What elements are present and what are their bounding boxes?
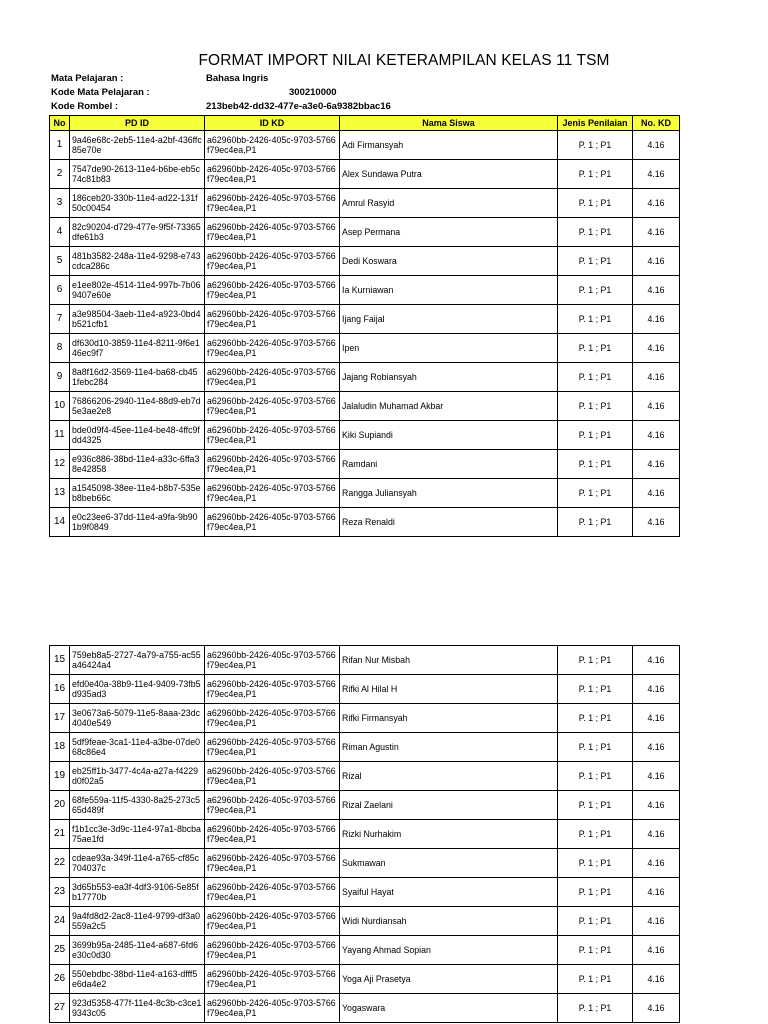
cell-pd-id: 481b3582-248a-11e4-9298-e743cdca286c [70,247,205,276]
cell-pd-id: 186ceb20-330b-11e4-ad22-131f50c00454 [70,189,205,218]
cell-no-kd: 4.16 [633,160,680,189]
cell-no: 1 [50,131,70,160]
table-row [50,733,680,762]
table-row [50,305,680,334]
cell-nama-siswa: Ia Kurniawan [340,276,558,305]
cell-no-kd: 4.16 [633,218,680,247]
cell-no: 2 [50,160,70,189]
cell-id-kd: a62960bb-2426-405c-9703-5766f79ec4ea,P1 [205,646,340,675]
cell-no: 4 [50,218,70,247]
cell-jenis-penilaian: P. 1 ; P1 [558,936,633,965]
cell-id-kd: a62960bb-2426-405c-9703-5766f79ec4ea,P1 [205,791,340,820]
kode-mapel-label: Kode Mata Pelajaran : [51,87,150,98]
cell-pd-id: 82c90204-d729-477e-9f5f-73365dfe61b3 [70,218,205,247]
cell-nama-siswa: Amrul Rasyid [340,189,558,218]
cell-nama-siswa: Jajang Robiansyah [340,363,558,392]
cell-id-kd: a62960bb-2426-405c-9703-5766f79ec4ea,P1 [205,305,340,334]
cell-id-kd: a62960bb-2426-405c-9703-5766f79ec4ea,P1 [205,704,340,733]
table-row [50,276,680,305]
cell-no-kd: 4.16 [633,334,680,363]
cell-no-kd: 4.16 [633,675,680,704]
cell-id-kd: a62960bb-2426-405c-9703-5766f79ec4ea,P1 [205,218,340,247]
cell-no-kd: 4.16 [633,276,680,305]
cell-nama-siswa: Reza Renaldi [340,508,558,537]
cell-nama-siswa: Dedi Koswara [340,247,558,276]
table-row [50,907,680,936]
cell-pd-id: 3e0673a6-5079-11e5-8aaa-23dc4040e549 [70,704,205,733]
cell-jenis-penilaian: P. 1 ; P1 [558,907,633,936]
table-row [50,160,680,189]
cell-no-kd: 4.16 [633,849,680,878]
cell-id-kd: a62960bb-2426-405c-9703-5766f79ec4ea,P1 [205,849,340,878]
cell-jenis-penilaian: P. 1 ; P1 [558,965,633,994]
cell-jenis-penilaian: P. 1 ; P1 [558,247,633,276]
cell-nama-siswa: Yoga Aji Prasetya [340,965,558,994]
cell-pd-id: 923d5358-477f-11e4-8c3b-c3ce19343c05 [70,994,205,1023]
page-title: FORMAT IMPORT NILAI KETERAMPILAN KELAS 11 TSM [198,52,610,69]
cell-pd-id: 550ebdbc-38bd-11e4-a163-dfff5e6da4e2 [70,965,205,994]
cell-id-kd: a62960bb-2426-405c-9703-5766f79ec4ea,P1 [205,131,340,160]
cell-nama-siswa: Syaiful Hayat [340,878,558,907]
table-row [50,421,680,450]
table-row [50,820,680,849]
cell-id-kd: a62960bb-2426-405c-9703-5766f79ec4ea,P1 [205,675,340,704]
cell-no: 21 [50,820,70,849]
cell-jenis-penilaian: P. 1 ; P1 [558,276,633,305]
cell-pd-id: a1545098-38ee-11e4-b8b7-535eb8beb66c [70,479,205,508]
cell-pd-id: 68fe559a-11f5-4330-8a25-273c565d489f [70,791,205,820]
cell-no: 6 [50,276,70,305]
cell-nama-siswa: Rifan Nur Misbah [340,646,558,675]
cell-no: 17 [50,704,70,733]
cell-id-kd: a62960bb-2426-405c-9703-5766f79ec4ea,P1 [205,392,340,421]
cell-pd-id: e936c886-38bd-11e4-a33c-6ffa38e42858 [70,450,205,479]
cell-jenis-penilaian: P. 1 ; P1 [558,508,633,537]
cell-jenis-penilaian: P. 1 ; P1 [558,392,633,421]
cell-no: 5 [50,247,70,276]
header-jenis-penilaian: Jenis Penilaian [558,116,633,131]
cell-id-kd: a62960bb-2426-405c-9703-5766f79ec4ea,P1 [205,820,340,849]
cell-id-kd: a62960bb-2426-405c-9703-5766f79ec4ea,P1 [205,762,340,791]
cell-pd-id: cdeae93a-349f-11e4-a765-cf85c704037c [70,849,205,878]
table-row [50,334,680,363]
meta-block [51,73,451,119]
cell-jenis-penilaian: P. 1 ; P1 [558,994,633,1023]
cell-no: 27 [50,994,70,1023]
kode-mapel-value: 300210000 [289,87,337,98]
cell-no: 10 [50,392,70,421]
table-row [50,675,680,704]
kode-rombel-value: 213beb42-dd32-477e-a3e0-6a9382bbac16 [206,101,391,112]
cell-pd-id: eb25ff1b-3477-4c4a-a27a-f4229d0f02a5 [70,762,205,791]
cell-pd-id: 76866206-2940-11e4-88d9-eb7d5e3ae2e8 [70,392,205,421]
mapel-value: Bahasa Ingris [206,73,269,84]
cell-id-kd: a62960bb-2426-405c-9703-5766f79ec4ea,P1 [205,965,340,994]
cell-nama-siswa: Rizal Zaelani [340,791,558,820]
cell-no-kd: 4.16 [633,450,680,479]
kode-rombel-label: Kode Rombel : [51,101,119,112]
cell-jenis-penilaian: P. 1 ; P1 [558,363,633,392]
cell-nama-siswa: Rifki Firmansyah [340,704,558,733]
cell-nama-siswa: Jalaludin Muhamad Akbar [340,392,558,421]
cell-id-kd: a62960bb-2426-405c-9703-5766f79ec4ea,P1 [205,733,340,762]
cell-no-kd: 4.16 [633,646,680,675]
cell-no-kd: 4.16 [633,762,680,791]
cell-no-kd: 4.16 [633,508,680,537]
table-row [50,189,680,218]
cell-pd-id: e0c23ee6-37dd-11e4-a9fa-9b901b9f0849 [70,508,205,537]
table-row [50,392,680,421]
table-row [50,994,680,1023]
header-no-kd: No. KD [633,116,680,131]
cell-no: 18 [50,733,70,762]
cell-nama-siswa: Yogaswara [340,994,558,1023]
cell-jenis-penilaian: P. 1 ; P1 [558,762,633,791]
cell-nama-siswa: Kiki Supiandi [340,421,558,450]
cell-no-kd: 4.16 [633,704,680,733]
cell-nama-siswa: Asep Permana [340,218,558,247]
cell-no-kd: 4.16 [633,820,680,849]
cell-nama-siswa: Riman Agustin [340,733,558,762]
cell-no-kd: 4.16 [633,392,680,421]
cell-id-kd: a62960bb-2426-405c-9703-5766f79ec4ea,P1 [205,994,340,1023]
grade-table-page-2 [49,645,680,1023]
cell-no: 24 [50,907,70,936]
cell-no-kd: 4.16 [633,878,680,907]
cell-pd-id: 3699b95a-2485-11e4-a687-6fd6e30c0d30 [70,936,205,965]
cell-nama-siswa: Rangga Juliansyah [340,479,558,508]
header-nama-siswa: Nama Siswa [340,116,558,131]
cell-pd-id: 5df9feae-3ca1-11e4-a3be-07de068c86e4 [70,733,205,762]
table-row [50,450,680,479]
cell-no-kd: 4.16 [633,131,680,160]
cell-id-kd: a62960bb-2426-405c-9703-5766f79ec4ea,P1 [205,247,340,276]
cell-id-kd: a62960bb-2426-405c-9703-5766f79ec4ea,P1 [205,878,340,907]
header-id-kd: ID KD [205,116,340,131]
cell-no-kd: 4.16 [633,994,680,1023]
cell-no-kd: 4.16 [633,305,680,334]
cell-jenis-penilaian: P. 1 ; P1 [558,421,633,450]
cell-no: 9 [50,363,70,392]
table-row [50,849,680,878]
table-row [50,363,680,392]
cell-jenis-penilaian: P. 1 ; P1 [558,646,633,675]
cell-no-kd: 4.16 [633,965,680,994]
header-pd-id: PD ID [70,116,205,131]
cell-no: 20 [50,791,70,820]
cell-pd-id: 759eb8a5-2727-4a79-a755-ac55a46424a4 [70,646,205,675]
cell-no-kd: 4.16 [633,479,680,508]
mapel-label: Mata Pelajaran : [51,73,124,84]
cell-pd-id: 3d65b553-ea3f-4df3-9106-5e85fb17770b [70,878,205,907]
cell-jenis-penilaian: P. 1 ; P1 [558,305,633,334]
cell-id-kd: a62960bb-2426-405c-9703-5766f79ec4ea,P1 [205,450,340,479]
cell-no-kd: 4.16 [633,189,680,218]
cell-id-kd: a62960bb-2426-405c-9703-5766f79ec4ea,P1 [205,421,340,450]
cell-no: 15 [50,646,70,675]
table-header-row [50,116,680,131]
cell-no: 11 [50,421,70,450]
cell-jenis-penilaian: P. 1 ; P1 [558,849,633,878]
cell-jenis-penilaian: P. 1 ; P1 [558,334,633,363]
table-row [50,131,680,160]
cell-jenis-penilaian: P. 1 ; P1 [558,704,633,733]
cell-id-kd: a62960bb-2426-405c-9703-5766f79ec4ea,P1 [205,276,340,305]
cell-nama-siswa: Ijang Faijal [340,305,558,334]
cell-pd-id: e1ee802e-4514-11e4-997b-7b069407e60e [70,276,205,305]
table-row [50,704,680,733]
cell-pd-id: efd0e40a-38b9-11e4-9409-73fb5d935ad3 [70,675,205,704]
cell-nama-siswa: Widi Nurdiansah [340,907,558,936]
table-row [50,247,680,276]
cell-nama-siswa: Ramdani [340,450,558,479]
cell-jenis-penilaian: P. 1 ; P1 [558,479,633,508]
cell-jenis-penilaian: P. 1 ; P1 [558,791,633,820]
cell-no: 8 [50,334,70,363]
cell-pd-id: df630d10-3859-11e4-8211-9f6e146ec9f7 [70,334,205,363]
cell-nama-siswa: Rifki Al Hilal H [340,675,558,704]
cell-no-kd: 4.16 [633,907,680,936]
grade-table-page-1 [49,115,680,537]
cell-pd-id: 9a4fd8d2-2ac8-11e4-9799-df3a0559a2c5 [70,907,205,936]
cell-id-kd: a62960bb-2426-405c-9703-5766f79ec4ea,P1 [205,189,340,218]
cell-pd-id: 7547de90-2613-11e4-b6be-eb5c74c81b83 [70,160,205,189]
table-row [50,791,680,820]
cell-jenis-penilaian: P. 1 ; P1 [558,675,633,704]
table-row [50,218,680,247]
cell-id-kd: a62960bb-2426-405c-9703-5766f79ec4ea,P1 [205,334,340,363]
cell-nama-siswa: Rizal [340,762,558,791]
cell-no: 3 [50,189,70,218]
cell-no-kd: 4.16 [633,421,680,450]
cell-nama-siswa: Yayang Ahmad Sopian [340,936,558,965]
cell-jenis-penilaian: P. 1 ; P1 [558,160,633,189]
cell-no-kd: 4.16 [633,733,680,762]
cell-jenis-penilaian: P. 1 ; P1 [558,131,633,160]
cell-no-kd: 4.16 [633,791,680,820]
cell-id-kd: a62960bb-2426-405c-9703-5766f79ec4ea,P1 [205,479,340,508]
cell-no: 26 [50,965,70,994]
cell-pd-id: 8a8f16d2-3569-11e4-ba68-cb451febc284 [70,363,205,392]
cell-no-kd: 4.16 [633,247,680,276]
cell-no: 19 [50,762,70,791]
table-row [50,508,680,537]
cell-jenis-penilaian: P. 1 ; P1 [558,450,633,479]
table-row [50,479,680,508]
cell-id-kd: a62960bb-2426-405c-9703-5766f79ec4ea,P1 [205,363,340,392]
cell-jenis-penilaian: P. 1 ; P1 [558,878,633,907]
cell-pd-id: a3e98504-3aeb-11e4-a923-0bd4b521cfb1 [70,305,205,334]
cell-jenis-penilaian: P. 1 ; P1 [558,733,633,762]
cell-no: 23 [50,878,70,907]
header-no: No [50,116,70,131]
cell-pd-id: bde0d9f4-45ee-11e4-be48-4ffc9fdd4325 [70,421,205,450]
table-row [50,878,680,907]
cell-no: 16 [50,675,70,704]
cell-jenis-penilaian: P. 1 ; P1 [558,218,633,247]
cell-id-kd: a62960bb-2426-405c-9703-5766f79ec4ea,P1 [205,907,340,936]
cell-jenis-penilaian: P. 1 ; P1 [558,189,633,218]
table-row [50,965,680,994]
cell-id-kd: a62960bb-2426-405c-9703-5766f79ec4ea,P1 [205,508,340,537]
cell-pd-id: 9a46e68c-2eb5-11e4-a2bf-436ffc85e70e [70,131,205,160]
cell-nama-siswa: Sukmawan [340,849,558,878]
cell-id-kd: a62960bb-2426-405c-9703-5766f79ec4ea,P1 [205,160,340,189]
table-row [50,646,680,675]
cell-pd-id: f1b1cc3e-3d9c-11e4-97a1-8bcba75ae1fd [70,820,205,849]
table-row [50,936,680,965]
cell-no-kd: 4.16 [633,936,680,965]
cell-no-kd: 4.16 [633,363,680,392]
cell-jenis-penilaian: P. 1 ; P1 [558,820,633,849]
cell-no: 22 [50,849,70,878]
cell-id-kd: a62960bb-2426-405c-9703-5766f79ec4ea,P1 [205,936,340,965]
cell-no: 13 [50,479,70,508]
cell-no: 25 [50,936,70,965]
cell-nama-siswa: Alex Sundawa Putra [340,160,558,189]
cell-nama-siswa: Adi Firmansyah [340,131,558,160]
cell-no: 12 [50,450,70,479]
table-row [50,762,680,791]
cell-nama-siswa: Rizki Nurhakim [340,820,558,849]
cell-no: 7 [50,305,70,334]
cell-no: 14 [50,508,70,537]
cell-nama-siswa: Ipen [340,334,558,363]
